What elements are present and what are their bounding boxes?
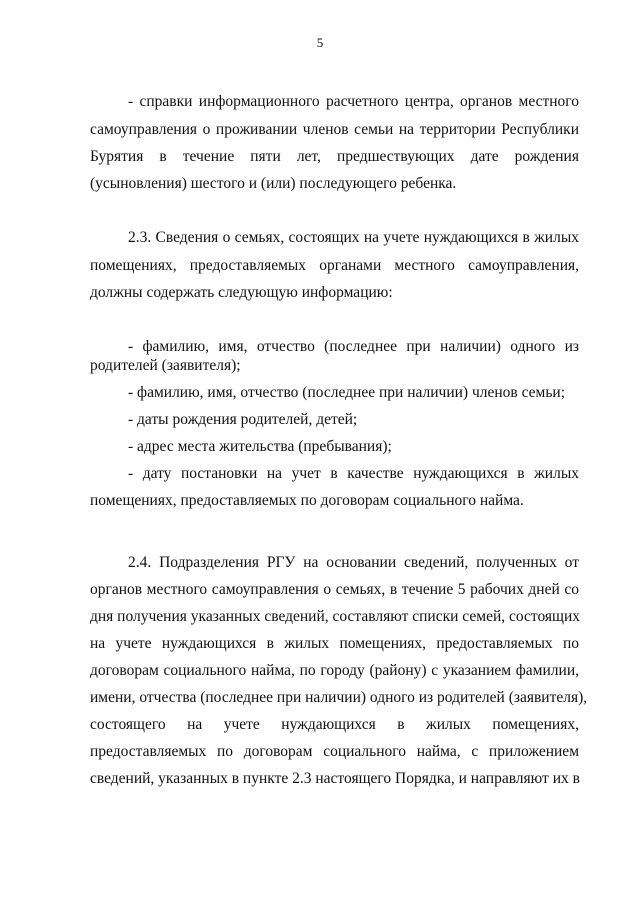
text-line: 2.3. Сведения о семьях, состоящих на учете нуждающихся в жилых: [128, 229, 579, 246]
text-line: 2.4. Подразделения РГУ на основании сведений, полученных от: [128, 554, 579, 571]
text-line: - дату постановки на учет в качестве нуждающихся в жилых: [128, 465, 579, 482]
text-line: - справки информационного расчетного центра, органов местного: [128, 93, 579, 110]
text-line: имени, отчества (последнее при наличии) одного из родителей (заявителя),: [90, 689, 588, 706]
text-line: родителей (заявителя);: [90, 357, 241, 374]
text-line: помещениях, предоставляемых по договорам социального найма.: [90, 492, 524, 509]
text-line: дня получения указанных сведений, составляют списки семей, состоящих: [90, 608, 581, 625]
text-line: на учете нуждающихся в жилых помещениях, предоставляемых по: [90, 635, 579, 652]
text-line: состоящего на учете нуждающихся в жилых помещениях,: [90, 716, 579, 733]
page-number: 5: [316, 35, 324, 50]
text-line: помещениях, предоставляемых органами местного самоуправления,: [90, 257, 579, 274]
text-line: сведений, указанных в пункте 2.3 настоящего Порядка, и направляют их в: [90, 770, 580, 787]
text-line: - фамилию, имя, отчество (последнее при наличии) одного из: [128, 338, 579, 355]
text-line: органов местного самоуправления о семьях, в течение 5 рабочих дней со: [90, 581, 579, 598]
text-line: предоставляемых по договорам социального найма, с приложением: [90, 743, 579, 760]
text-line: договорам социального найма, по городу (району) с указанием фамилии,: [90, 662, 579, 679]
text-line: самоуправления о проживании членов семьи на территории Республики: [90, 121, 579, 138]
text-line: - фамилию, имя, отчество (последнее при наличии) членов семьи;: [128, 384, 566, 401]
text-line: - адрес места жительства (пребывания);: [128, 438, 392, 455]
text-line: - даты рождения родителей, детей;: [128, 411, 358, 428]
text-line: Бурятия в течение пяти лет, предшествующих дате рождения: [90, 148, 579, 165]
text-line: (усыновления) шестого и (или) последующего ребенка.: [90, 175, 457, 192]
text-line: должны содержать следующую информацию:: [90, 284, 393, 301]
